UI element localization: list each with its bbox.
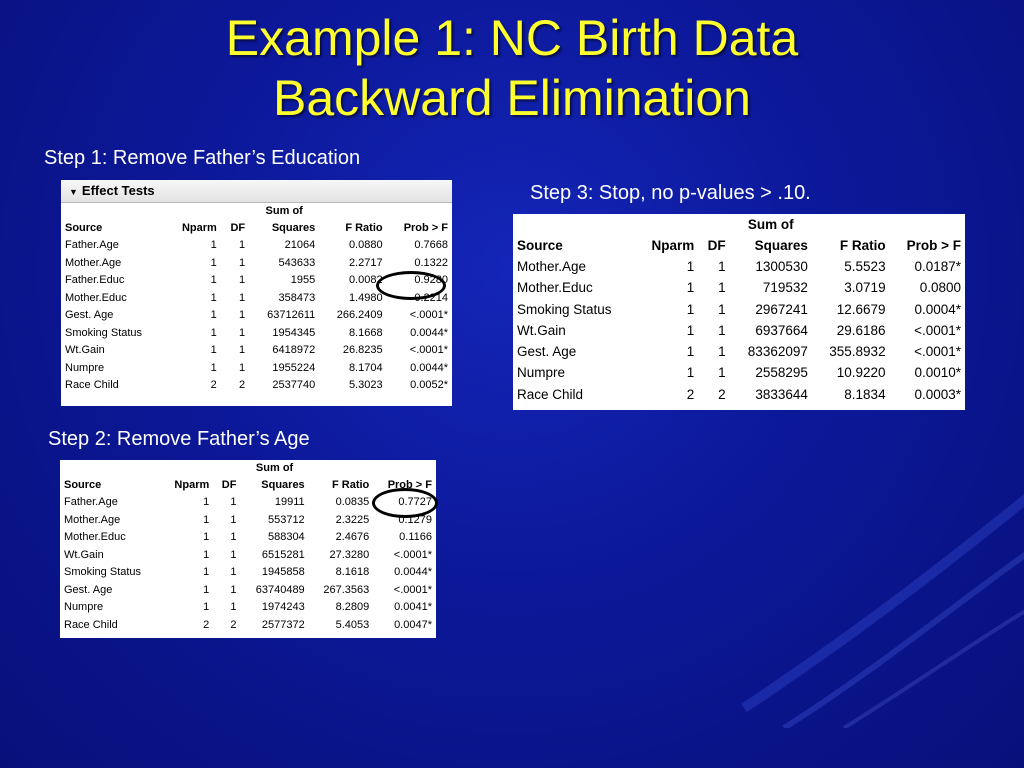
cell-source: Father.Age [64, 496, 118, 508]
cell-f-ratio: 8.1834 [844, 386, 886, 402]
cell-f-ratio: 267.3563 [323, 583, 370, 596]
cell-df: 1 [718, 365, 726, 381]
cell-nparm: 1 [686, 365, 695, 381]
col-ss-top: Sum of [255, 462, 294, 474]
cell-prob: 0.1166 [399, 531, 432, 543]
cell-prob: 0.0044* [410, 326, 448, 339]
cell-df: 1 [718, 322, 726, 338]
cell-ss: 1300530 [755, 259, 808, 274]
cell-nparm: 1 [210, 256, 217, 269]
cell-ss: 1955 [290, 274, 316, 286]
cell-f-ratio: 266.2409 [336, 309, 383, 321]
cell-nparm: 1 [686, 301, 695, 317]
step-2-table [60, 460, 436, 634]
cell-source: Mother.Age [65, 256, 122, 269]
cell-ss: 1955224 [272, 361, 316, 374]
cell-nparm: 1 [210, 361, 217, 374]
cell-f-ratio: 12.6679 [836, 301, 886, 317]
cell-f-ratio: 0.0082 [348, 274, 383, 286]
table-row [60, 512, 436, 530]
cell-nparm: 1 [686, 322, 695, 338]
col-ss: Squares [261, 479, 305, 491]
cell-df: 1 [239, 326, 246, 339]
cell-df: 2 [230, 618, 237, 631]
step-1-table [61, 203, 452, 395]
cell-nparm: 1 [210, 291, 217, 304]
effect-tests-header [61, 180, 452, 203]
cell-source: Gest. Age [64, 583, 113, 596]
cell-prob: 0.0044* [394, 566, 432, 578]
cell-source: Gest. Age [517, 344, 577, 360]
cell-ss: 63712611 [267, 309, 316, 321]
cell-ss: 2577372 [261, 618, 305, 631]
cell-f-ratio: 27.3280 [329, 548, 370, 561]
cell-ss: 358473 [278, 291, 316, 304]
cell-prob: 0.9280 [414, 274, 448, 286]
cell-df: 2 [718, 386, 726, 402]
cell-f-ratio: 3.0719 [844, 280, 886, 296]
step-1-label: Step 1: Remove Father’s Education [44, 147, 361, 169]
step-3-label: Step 3: Stop, no p-values > .10. [530, 182, 811, 204]
cell-ss: 83362097 [747, 344, 808, 360]
table-row [61, 272, 452, 290]
slide-title [0, 8, 1024, 128]
cell-nparm: 1 [203, 513, 210, 526]
cell-df: 1 [230, 531, 237, 543]
col-ss-top: Sum of [265, 205, 303, 217]
cell-f-ratio: 8.2809 [335, 601, 370, 613]
cell-source: Smoking Status [65, 326, 143, 339]
cell-prob: 0.0003* [914, 386, 961, 402]
cell-nparm: 1 [203, 601, 210, 613]
cell-source: Numpre [65, 361, 105, 374]
col-f-ratio: F Ratio [331, 479, 370, 491]
cell-nparm: 1 [203, 583, 210, 596]
col-prob: Prob > F [403, 222, 448, 234]
cell-source: Mother.Educ [64, 531, 126, 543]
cell-f-ratio: 355.8932 [829, 344, 886, 360]
cell-prob: <.0001* [914, 322, 961, 338]
cell-prob: 0.0010* [914, 365, 961, 381]
table-row [60, 494, 436, 512]
table-row [513, 277, 965, 298]
table-row [61, 255, 452, 273]
cell-prob: 0.0047* [394, 618, 432, 631]
col-df: DF [707, 238, 726, 253]
cell-nparm: 1 [686, 280, 695, 296]
cell-prob: 0.2214 [414, 291, 448, 304]
step-1-effect-tests-panel [61, 180, 452, 406]
cell-df: 1 [718, 344, 726, 360]
cell-f-ratio: 0.0880 [348, 239, 383, 251]
step-2-label: Step 2: Remove Father’s Age [48, 428, 310, 450]
cell-prob: 0.7727 [398, 496, 432, 508]
cell-nparm: 1 [686, 259, 695, 274]
cell-ss: 19911 [274, 496, 305, 508]
cell-f-ratio: 2.3225 [335, 513, 370, 526]
slide-title-line-1: Example 1: NC Birth Data [225, 10, 799, 66]
col-df: DF [221, 479, 237, 491]
cell-prob: 0.0052* [410, 379, 448, 391]
cell-f-ratio: 5.4053 [335, 618, 370, 631]
cell-ss: 588304 [267, 531, 305, 543]
cell-f-ratio: 26.8235 [342, 344, 383, 356]
cell-f-ratio: 10.9220 [836, 365, 886, 381]
cell-source: Numpre [517, 365, 566, 381]
col-source: Source [517, 238, 563, 253]
table-row [61, 290, 452, 308]
cell-f-ratio: 2.2717 [348, 256, 383, 269]
col-prob: Prob > F [387, 479, 432, 491]
cell-ss: 1974243 [261, 601, 305, 613]
step-3-table [513, 214, 965, 405]
cell-df: 2 [239, 379, 246, 391]
cell-f-ratio: 0.0835 [335, 496, 370, 508]
cell-prob: 0.1322 [414, 256, 448, 269]
cell-ss: 6418972 [272, 344, 316, 356]
table-row [60, 547, 436, 565]
col-ss: Squares [754, 238, 808, 253]
cell-ss: 1945858 [261, 566, 305, 578]
cell-source: Smoking Status [64, 566, 142, 578]
cell-prob: <.0001* [409, 344, 448, 356]
cell-source: Numpre [64, 601, 104, 613]
cell-source: Mother.Educ [65, 291, 127, 304]
cell-f-ratio: 8.1668 [348, 326, 383, 339]
cell-ss: 3833644 [755, 386, 808, 402]
cell-df: 1 [239, 256, 246, 269]
cell-source: Wt.Gain [517, 322, 566, 338]
table-row [513, 256, 965, 277]
cell-nparm: 1 [210, 239, 217, 251]
cell-df: 1 [718, 301, 726, 317]
cell-nparm: 1 [203, 531, 210, 543]
cell-df: 1 [230, 548, 237, 561]
col-source: Source [65, 222, 103, 234]
col-nparm: Nparm [181, 222, 217, 234]
cell-source: Smoking Status [517, 301, 612, 317]
cell-source: Mother.Educ [517, 280, 593, 296]
cell-source: Race Child [517, 386, 584, 402]
table-row [513, 362, 965, 383]
cell-df: 1 [239, 274, 246, 286]
cell-source: Wt.Gain [65, 344, 105, 356]
col-nparm: Nparm [174, 479, 210, 491]
table-header-row-top [513, 214, 965, 235]
cell-nparm: 1 [210, 326, 217, 339]
col-nparm: Nparm [651, 238, 695, 253]
cell-source: Mother.Age [517, 259, 587, 274]
step-2-effect-tests-panel [60, 460, 436, 638]
background-swoosh-decoration [724, 408, 1024, 728]
cell-df: 1 [239, 344, 246, 356]
cell-df: 1 [230, 496, 237, 508]
cell-source: Father.Educ [65, 274, 125, 286]
table-header-row [513, 235, 965, 256]
cell-df: 1 [230, 566, 237, 578]
table-row [61, 360, 452, 378]
col-source: Source [64, 479, 102, 491]
table-row [60, 529, 436, 547]
cell-ss: 2537740 [272, 379, 316, 391]
cell-f-ratio: 29.6186 [836, 322, 886, 338]
col-ss-top: Sum of [747, 217, 794, 232]
cell-prob: <.0001* [393, 548, 432, 561]
cell-df: 1 [239, 291, 246, 304]
cell-source: Race Child [64, 618, 118, 631]
cell-f-ratio: 5.5523 [844, 259, 886, 274]
cell-f-ratio: 5.3023 [348, 379, 383, 391]
table-header-row [60, 477, 436, 494]
table-row [513, 299, 965, 320]
cell-source: Mother.Age [64, 513, 121, 526]
slide-title-line-2: Backward Elimination [273, 70, 751, 126]
cell-df: 1 [230, 583, 237, 596]
cell-prob: <.0001* [914, 344, 961, 360]
table-row [60, 617, 436, 635]
cell-nparm: 1 [203, 566, 210, 578]
cell-ss: 719532 [762, 280, 808, 296]
cell-df: 1 [230, 601, 237, 613]
col-ss: Squares [271, 222, 316, 234]
cell-f-ratio: 1.4980 [348, 291, 383, 304]
cell-prob: 0.0187* [914, 259, 961, 274]
cell-prob: 0.1279 [398, 513, 432, 526]
cell-source: Wt.Gain [64, 548, 104, 561]
table-row [61, 237, 452, 255]
cell-nparm: 2 [686, 386, 695, 402]
cell-prob: <.0001* [393, 583, 432, 596]
cell-nparm: 1 [210, 309, 217, 321]
cell-ss: 553712 [267, 513, 305, 526]
cell-ss: 6937664 [755, 322, 808, 338]
cell-prob: 0.0044* [410, 361, 448, 374]
cell-df: 1 [239, 239, 246, 251]
col-df: DF [230, 222, 246, 234]
table-row [61, 342, 452, 360]
cell-ss: 543633 [278, 256, 316, 269]
table-row [60, 599, 436, 617]
cell-source: Gest. Age [65, 309, 114, 321]
cell-source: Father.Age [65, 239, 119, 251]
cell-nparm: 1 [203, 496, 210, 508]
cell-df: 1 [230, 513, 237, 526]
effect-tests-title: Effect Tests [81, 183, 155, 198]
table-row [513, 341, 965, 362]
cell-nparm: 1 [210, 344, 217, 356]
table-row [60, 582, 436, 600]
table-row [513, 320, 965, 341]
col-f-ratio: F Ratio [839, 238, 886, 253]
table-row [61, 377, 452, 395]
table-header-row [61, 220, 452, 237]
cell-nparm: 2 [203, 618, 210, 631]
table-row [513, 384, 965, 405]
cell-f-ratio: 8.1704 [348, 361, 383, 374]
table-header-row-top [61, 203, 452, 220]
cell-ss: 2558295 [755, 365, 808, 381]
cell-ss: 21064 [284, 239, 316, 251]
cell-ss: 63740489 [255, 583, 305, 596]
cell-nparm: 1 [203, 548, 210, 561]
cell-ss: 6515281 [261, 548, 305, 561]
table-row [61, 325, 452, 343]
col-f-ratio: F Ratio [345, 222, 383, 234]
disclosure-triangle-icon: ▼ [69, 187, 78, 197]
cell-nparm: 2 [210, 379, 217, 391]
cell-f-ratio: 8.1618 [335, 566, 370, 578]
cell-df: 1 [718, 280, 726, 296]
cell-prob: 0.7668 [414, 239, 448, 251]
cell-nparm: 1 [686, 344, 695, 360]
cell-f-ratio: 2.4676 [335, 531, 370, 543]
cell-prob: 0.0800 [919, 280, 961, 296]
cell-df: 1 [718, 259, 726, 274]
cell-ss: 2967241 [755, 301, 808, 317]
cell-df: 1 [239, 309, 246, 321]
table-header-row-top [60, 460, 436, 477]
cell-prob: <.0001* [409, 309, 448, 321]
table-row [60, 564, 436, 582]
cell-source: Race Child [65, 379, 119, 391]
table-row [61, 307, 452, 325]
cell-df: 1 [239, 361, 246, 374]
col-prob: Prob > F [906, 238, 961, 253]
cell-prob: 0.0041* [394, 601, 432, 613]
cell-nparm: 1 [210, 274, 217, 286]
cell-prob: 0.0004* [914, 301, 961, 317]
step-3-effect-tests-panel [513, 214, 965, 410]
cell-ss: 1954345 [272, 326, 316, 339]
